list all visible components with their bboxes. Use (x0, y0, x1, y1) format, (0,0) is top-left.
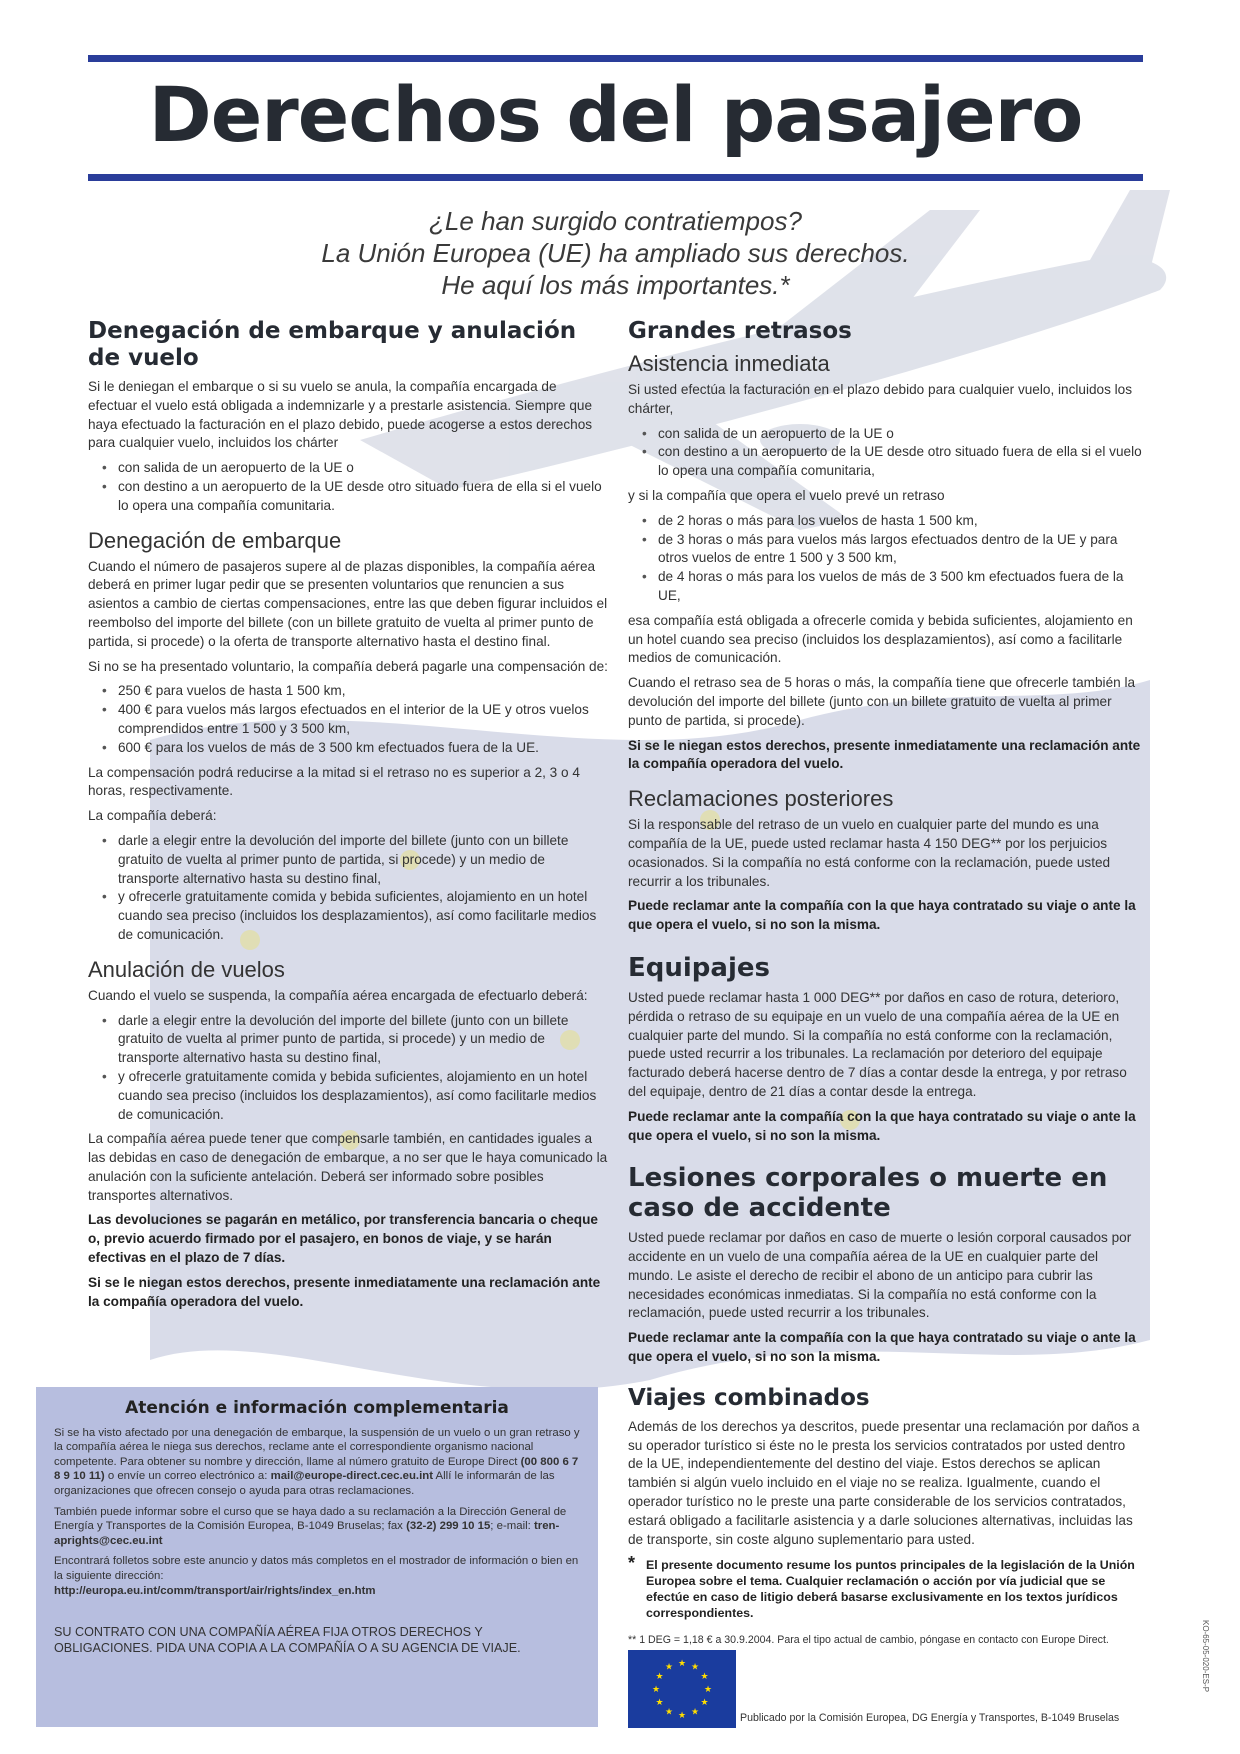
paragraph: La compensación podrá reducirse a la mitad si el retraso no es superior a 2, 3 o 4 horas, respectivamente. (88, 764, 580, 799)
contract-notice: SU CONTRATO CON UNA COMPAÑÍA AÉREA FIJA OTROS DERECHOS Y OBLIGACIONES. PIDA UNA COPIA A LA COMPAÑÍA O A SU AGENCIA DE VIAJE. (54, 1625, 521, 1656)
intro-line-3: He aquí los más importantes.* (441, 270, 790, 300)
bullet-list (88, 682, 608, 757)
info-text: Encontrará folletos sobre este anuncio y datos más completos en el mostrador de información o bien en la siguiente dirección: (54, 1555, 579, 1582)
eu-star-icon: ★ (655, 1671, 664, 1681)
document-code: KO-65-05-020-ES-P (1201, 1620, 1210, 1693)
list-item: • con salida de un aeropuerto de la UE o (118, 459, 608, 478)
info-box (36, 1387, 598, 1727)
eu-star-icon: ★ (703, 1684, 713, 1694)
list-item: • y ofrecerle gratuitamente comida y bebida suficientes, alojamiento en un hotel cuando sea preciso (incluidos los desplazamientos), así como facilitarle medios de comunicación. (118, 888, 608, 944)
footnote-deg: ** 1 DEG = 1,18 € a 30.9.2004. Para el tipo actual de cambio, póngase en contacto con Europe Direct. (628, 1634, 1109, 1647)
info-text: Si se ha visto afectado por una denegación de embarque, la suspensión de un vuelo o un gran retraso y la compañía aérea le niega sus derechos, reclame ante el correspondiente organismo nacional competente. Para obtener su nombre y dirección, llame al número gratuito de Europe Direct (54, 1426, 580, 1468)
paragraph: La compañía aérea puede tener que compensarle también, en cantidades iguales a las debidas en caso de denegación de embarque, a no ser que le haya comunicado la anulación con la suficiente antelación. Deberá ser informado sobre posibles transportes alternativos. (88, 1131, 608, 1203)
info-text: ; e-mail: (490, 1520, 531, 1533)
list-item: • y ofrecerle gratuitamente comida y bebida suficientes, alojamiento en un hotel cuando sea preciso (incluidos los desplazamientos), así como facilitarle medios de comunicación. (118, 1068, 608, 1124)
list-item: • 400 € para vuelos más largos efectuados en el interior de la UE y otros vuelos comprendidos entre 1 500 y 3 500 km, (118, 701, 608, 739)
paragraph-bold: Puede reclamar ante la compañía con la que haya contratado su viaje o ante la que opera el vuelo, si no son la misma. (628, 1108, 1136, 1143)
heading-equipajes: Equipajes (628, 952, 770, 983)
eu-star-icon: ★ (664, 1706, 674, 1717)
list-item: • con destino a un aeropuerto de la UE desde otro situado fuera de ella si el vuelo lo opera una compañía comunitaria. (118, 478, 608, 516)
bullet-list (628, 512, 1143, 606)
list-item: • 600 € para los vuelos de más de 3 500 km efectuados fuera de la UE. (118, 739, 608, 758)
paragraph: y si la compañía que opera el vuelo prevé un retraso (628, 487, 945, 503)
eu-star-icon: ★ (664, 1661, 674, 1672)
list-item: • de 4 horas o más para los vuelos de más de 3 500 km efectuados fuera de la UE, (658, 568, 1143, 606)
paragraph-bold: Si se le niegan estos derechos, presente inmediatamente una reclamación ante la compañía operadora del vuelo. (628, 737, 1141, 772)
info-paragraph (54, 1505, 580, 1549)
heading-retrasos: Grandes retrasos (628, 318, 852, 344)
fax-number: (32-2) 299 10 15 (406, 1520, 491, 1533)
intro-line-2: La Unión Europea (UE) ha ampliado sus derechos. (321, 238, 910, 268)
bottom-rule (88, 174, 1143, 181)
left-column (88, 318, 608, 1317)
list-item: • darle a elegir entre la devolución del importe del billete (junto con un billete gratuito de vuelta al primer punto de partida, si procede) y un medio de transporte alternativo hasta su destino final, (118, 1012, 608, 1068)
eu-star-icon: ★ (677, 1658, 687, 1668)
eu-star-icon: ★ (700, 1697, 709, 1707)
list-item: • con salida de un aeropuerto de la UE o (658, 425, 1143, 444)
bullet-list (88, 459, 608, 515)
paragraph-bold: Puede reclamar ante la compañía con la que haya contratado su viaje o ante la que opera el vuelo, si no son la misma. (628, 898, 1136, 933)
paragraph: Si usted efectúa la facturación en el plazo debido para cualquier vuelo, incluidos los chárter, (628, 382, 1133, 416)
paragraph: Usted puede reclamar hasta 1 000 DEG** por daños en caso de rotura, deterioro, pérdida o retraso de su equipaje en un vuelo de una compañía aérea de la UE en cualquier parte del mundo. Si la compañía no está conforme con la reclamación, puede usted recurrir a los tribunales. La reclamación por deterioro del equipaje facturado deberá hacerse dentro de 7 días a contar desde la entrega, y por retraso del equipaje, dentro de 21 días a contar desde la entrega. (628, 989, 1127, 1099)
page-title: Derechos del pasajero (148, 70, 1083, 159)
url-link[interactable]: http://europa.eu.int/comm/transport/air/rights/index_en.htm (54, 1584, 376, 1597)
paragraph: Cuando el vuelo se suspenda, la compañía aérea encargada de efectuarlo deberá: (88, 987, 588, 1003)
paragraph: Usted puede reclamar por daños en caso de muerte o lesión corporal causados por accidente en un vuelo de una compañía aérea de la UE en cualquier parte del mundo. Le asiste el derecho de recibir el abono de un anticipo para cubrir las necesidades económicas inmediatas. Si la compañía no está conforme con la reclamación, puede usted recurrir a los tribunales. (628, 1230, 1132, 1321)
info-text: Allí le informarán de las organizaciones que ofrecen consejo o ayuda para otras reclamaciones. (54, 1470, 555, 1497)
eu-star-icon: ★ (690, 1706, 700, 1717)
list-item: • de 2 horas o más para los vuelos de hasta 1 500 km, (658, 512, 1143, 531)
list-item: • de 3 horas o más para vuelos más largos efectuados dentro de la UE y para otros vuelos de entre 1 500 y 3 500 km, (658, 531, 1143, 569)
asterisk-icon: * (628, 1553, 636, 1574)
email-link[interactable]: tren-aprights@cec.eu.int (54, 1520, 560, 1547)
eu-star-icon: ★ (690, 1661, 700, 1672)
info-box-title: Atención e información complementaria (125, 1398, 509, 1418)
right-column (628, 318, 1143, 1650)
heading-asistencia: Asistencia inmediata (628, 351, 830, 376)
paragraph: esa compañía está obligada a ofrecerle comida y bebida suficientes, alojamiento en un hotel cuando sea preciso (incluidos los desplazamientos), así como a facilitarle medios de comunicación. (628, 612, 1133, 666)
paragraph: Si le deniegan el embarque o si su vuelo se anula, la compañía encargada de efectuar el vuelo está obligada a indemnizarle y a prestarle asistencia. Siempre que haya efectuado la facturación en el plazo debido, puede acogerse a estos derechos para cualquier vuelo, incluidos los chárter (88, 379, 593, 451)
email-link[interactable]: mail@europe-direct.cec.eu.int (270, 1470, 433, 1483)
heading-denegacion-anulacion: Denegación de embarque y anulación de vuelo (88, 318, 577, 371)
eu-star-icon: ★ (700, 1671, 709, 1681)
heading-anulacion: Anulación de vuelos (88, 956, 285, 982)
paragraph: Si la responsable del retraso de un vuelo en cualquier parte del mundo es una compañía de la UE, puede usted reclamar hasta 4 150 DEG** por los perjuicios ocasionados. Si la compañía no está conforme con la reclamación, puede usted recurrir a los tribunales. (628, 817, 1111, 889)
top-rule (88, 55, 1143, 62)
heading-reclamaciones: Reclamaciones posteriores (628, 786, 894, 812)
eu-star-icon: ★ (651, 1684, 661, 1694)
paragraph: Cuando el retraso sea de 5 horas o más, la compañía tiene que ofrecerle también la devolución del importe del billete (junto con un billete gratuito de vuelta al primer punto de partida, si procede). (628, 675, 1136, 728)
info-paragraph (54, 1554, 580, 1598)
list-item: • 250 € para vuelos de hasta 1 500 km, (118, 682, 608, 701)
paragraph: Cuando el número de pasajeros supere al de plazas disponibles, la compañía aérea deberá en primer lugar pedir que se presenten voluntarios que renuncien a sus asientos a cambio de ciertas compensaciones, entre las que deben figurar incluidos el reembolso del importe del billete (con un billete gratuito de vuelta al primer punto de partida, si procede) o la oferta de transporte alternativo hasta el destino final. (88, 558, 608, 649)
eu-star-icon: ★ (677, 1710, 687, 1720)
bullet-list (88, 832, 608, 945)
eu-flag-logo (628, 1650, 736, 1728)
info-text: o envíe un correo electrónico a: (107, 1470, 268, 1483)
info-paragraph (54, 1426, 580, 1499)
paragraph: Si no se ha presentado voluntario, la compañía deberá pagarle una compensación de: (88, 658, 608, 674)
paragraph-bold: Si se le niegan estos derechos, presente inmediatamente una reclamación ante la compañía operadora del vuelo. (88, 1274, 601, 1309)
intro-text (88, 205, 1143, 301)
bullet-list (88, 1012, 608, 1125)
paragraph: La compañía deberá: (88, 808, 217, 824)
phone-number: (00 800 6 7 8 9 10 11) (54, 1455, 579, 1483)
publisher-text: Publicado por la Comisión Europea, DG Energía y Transportes, B-1049 Bruselas (740, 1712, 1120, 1724)
footnote-text: El presente documento resume los puntos principales de la legislación de la Unión Europea sobre el tema. Cualquier reclamación o acción por vía judicial que se efectúe en caso de litigio deberá basarse exclusivamente en los textos jurídicos correspondientes. (646, 1558, 1135, 1621)
heading-viajes: Viajes combinados (628, 1384, 870, 1411)
list-item: • darle a elegir entre la devolución del importe del billete (junto con un billete gratuito de vuelta al primer punto de partida, si procede) y un medio de transporte alternativo hasta su destino final, (118, 832, 608, 888)
intro-line-1: ¿Le han surgido contratiempos? (429, 206, 802, 236)
eu-star-icon: ★ (655, 1697, 664, 1707)
paragraph: Además de los derechos ya descritos, puede presentar una reclamación por daños a su operador turístico si éste no le presta los servicios contratados por usted dentro de la UE, independientemente del destino del viaje. Estos derechos se aplican también si algún vuelo incluido en el viaje no se realiza. Igualmente, cuando el operador turístico no le preste una parte considerable de los servicios contratados, estará obligado a facilitarle asistencia y a darle soluciones alternativas, incluidas las de transporte, sin coste alguno suplementario para usted. (628, 1418, 1140, 1547)
list-item: • con destino a un aeropuerto de la UE desde otro situado fuera de ella si el vuelo lo opera una compañía comunitaria, (658, 443, 1143, 481)
paragraph-bold: Puede reclamar ante la compañía con la que haya contratado su viaje o ante la que opera el vuelo, si no son la misma. (628, 1330, 1136, 1365)
info-text: También puede informar sobre el curso que se haya dado a su reclamación a la Dirección General de Energía y Transportes de la Comisión Europea, B-1049 Bruselas; (54, 1505, 567, 1533)
heading-lesiones: Lesiones corporales o muerte en caso de accidente (628, 1163, 1108, 1224)
paragraph-bold: Las devoluciones se pagarán en metálico, por transferencia bancaria o cheque o, previo acuerdo firmado por el pasajero, en bonos de viaje, y se harán efectivas en el plazo de 7 días. (88, 1212, 598, 1266)
heading-denegacion: Denegación de embarque (88, 527, 342, 553)
info-text: fax (387, 1520, 403, 1533)
bullet-list (628, 425, 1143, 481)
footnote-legal (628, 1553, 1143, 1621)
